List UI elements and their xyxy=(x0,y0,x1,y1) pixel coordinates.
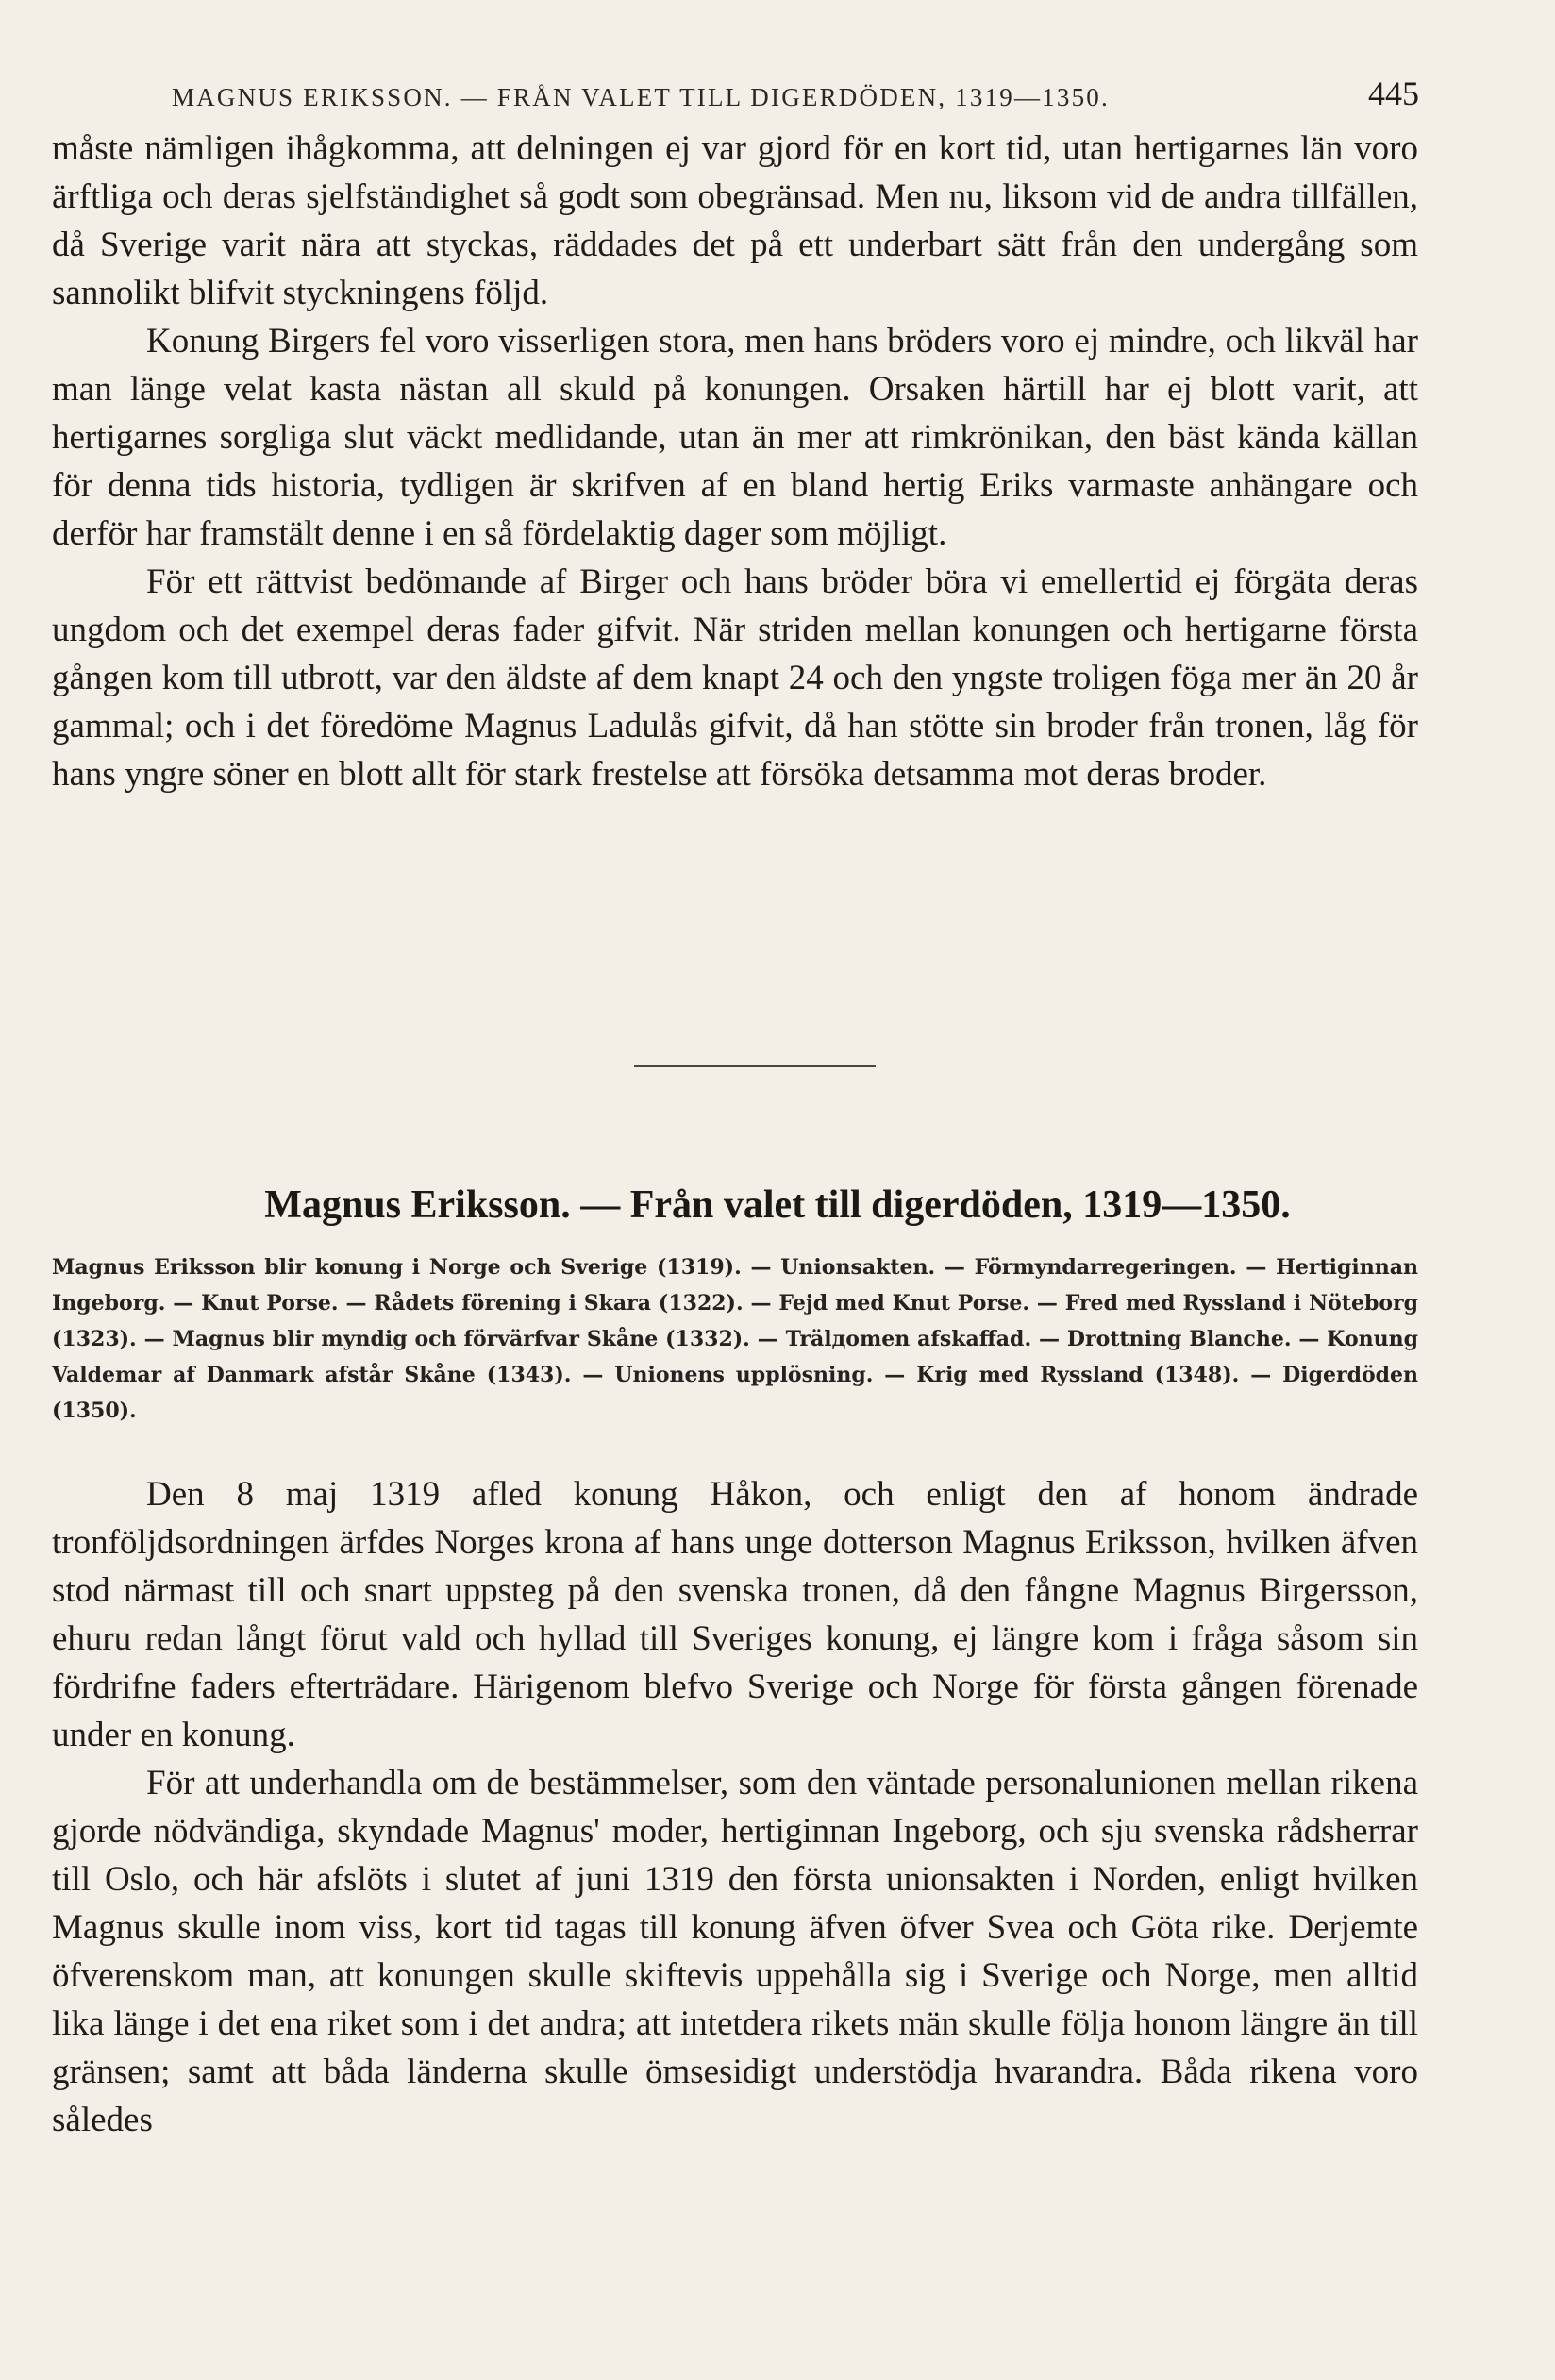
paragraph: Konung Birgers fel voro visserligen stora, men hans bröders voro ej mindre, och likväl har man länge velat kasta nästan all skuld på konungen. Orsaken härtill har ej blott varit, att hertigarnes sorgliga slut väckt medlidande, utan än mer att rimkrönikan, den bäst kända källan för denna tids historia, tydligen är skrifven af en bland hertig Eriks varmaste anhängare och derför har framstält denne i en så fördelaktig dager som möjligt. xyxy=(52,322,1418,553)
paragraph: För ett rättvist bedömande af Birger och hans bröder böra vi emellertid ej förgäta deras ungdom och det exempel deras fader gifvit. När striden mellan konungen och hertigarne första gången kom till utbrott, var den äldste af dem knapt 24 och den yngste troligen föga mer än 20 år gammal; och i det föredöme Magnus Ladulås gifvit, då han stötte sin broder från tronen, låg för hans yngre söner en blott allt för stark frestelse att försöka detsamma mot deras broder. xyxy=(52,562,1418,794)
paragraph: måste nämligen ihågkomma, att delningen ej var gjord för en kort tid, utan hertigarnes län voro ärftliga och deras sjelfständighet så godt som obegränsad. Men nu, liksom vid de andra tillfällen, då Sverige varit nära att styckas, räddades det på ett underbart sätt från den undergång som sannolikt blifvit styckningens följd. xyxy=(52,129,1418,312)
previous-chapter-text xyxy=(52,125,1418,798)
paragraph: Den 8 maj 1319 afled konung Håkon, och enligt den af honom ändrade tronföljdsordningen ärfdes Norges krona af hans unge dotterson Magnus Eriksson, hvilken äfven stod närmast till och snart uppsteg på den svenska tronen, då den fångne Magnus Birgersson, ehuru redan långt förut vald och hyllad till Sveriges konung, ej längre kom i fråga såsom sin fördrifne faders efterträdare. Härigenom blefvo Sverige och Norge för första gången förenade under en konung. xyxy=(52,1475,1418,1754)
page-number: 445 xyxy=(1368,75,1419,112)
section-divider xyxy=(634,1065,876,1067)
paragraph: För att underhandla om de bestämmelser, som den väntade personalunionen mellan rikena gjorde nödvändiga, skyndade Magnus' moder, hertiginnan Ingeborg, och sju svenska rådsherrar till Oslo, och här afslöts i slutet af juni 1319 den första unionsakten i Norden, enligt hvilken Magnus skulle inom viss, kort tid tagas till konung äfven öfver Svea och Göta rike. Derjemte öfverenskom man, att konungen skulle skiftevis uppehålla sig i Sverige och Norge, men alltid lika länge i det ena riket som i det andra; att intetdera rikets män skulle följa honom längre än till gränsen; samt att båda länderna skulle ömsesidigt understödja hvarandra. Båda rikena voro således xyxy=(52,1764,1418,2139)
chapter-summary: Magnus Eriksson blir konung i Norge och Sverige (1319). — Unionsakten. — Förmyndarregeringen. — Hertiginnan Ingeborg. — Knut Porse. — Rådets förening i Skara (1322). — Fejd med Knut Porse. — Fred med Ryssland i Nöteborg (1323). — Magnus blir myndig och förvärfvar Skåne (1332). — Trälдomen afskaffad. — Drottning Blanche. — Konung Valdemar af Danmark afstår Skåne (1343). — Unionens upplösning. — Krig med Ryssland (1348). — Digerdöden (1350). xyxy=(52,1255,1418,1423)
chapter-title: Magnus Eriksson. — Från valet till digerdöden, 1319—1350. xyxy=(264,1183,1291,1227)
chapter-text xyxy=(52,1470,1418,2144)
running-title: MAGNUS ERIKSSON. — FRÅN VALET TILL DIGERDÖDEN, 1319—1350. xyxy=(172,83,1110,111)
running-head xyxy=(160,70,1419,117)
